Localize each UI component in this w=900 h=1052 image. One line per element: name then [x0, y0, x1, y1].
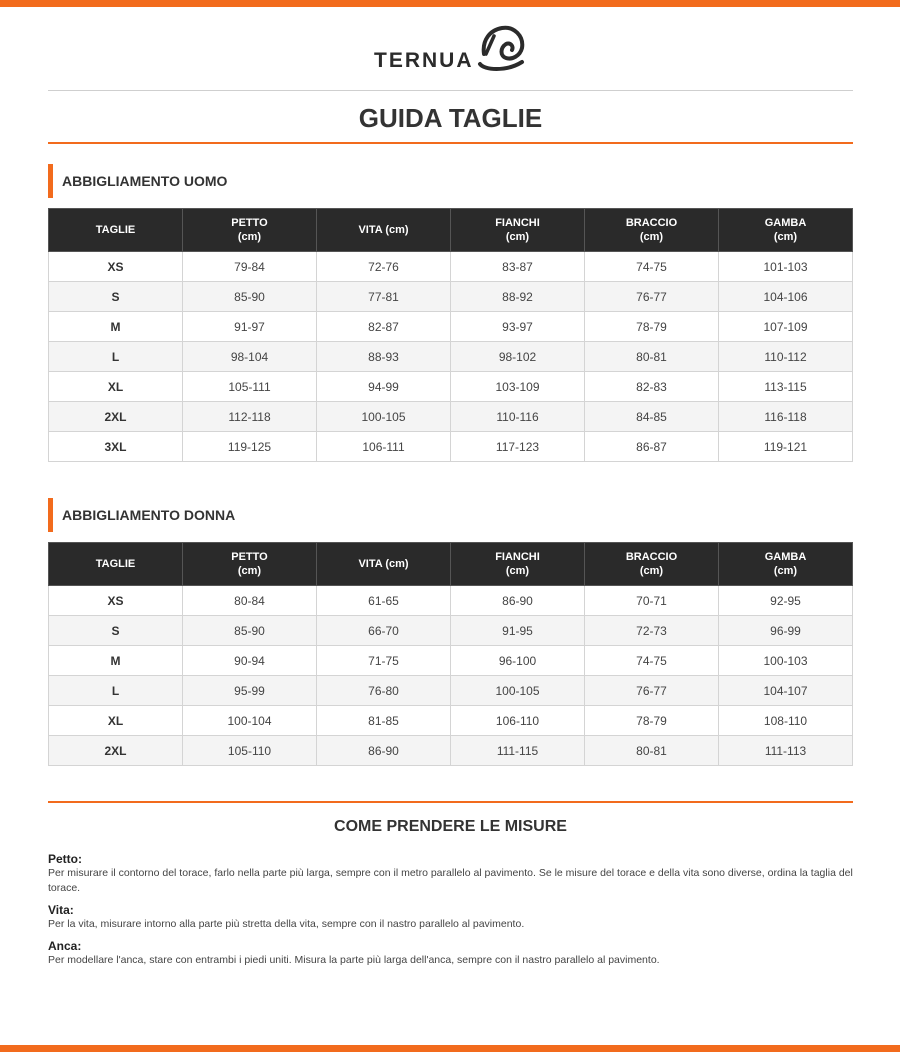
measure-cell: 110-112	[719, 342, 853, 372]
measure-cell: 116-118	[719, 402, 853, 432]
measure-cell: 78-79	[585, 706, 719, 736]
column-header-label: FIANCHI	[495, 551, 540, 563]
table-row	[49, 432, 853, 462]
measure-cell: 98-104	[183, 342, 317, 372]
table-row	[49, 402, 853, 432]
measure-cell: 113-115	[719, 372, 853, 402]
guide-label-petto: Petto:	[48, 852, 82, 866]
table-row	[49, 646, 853, 676]
measure-cell: 110-116	[451, 402, 585, 432]
size-cell: XL	[49, 372, 183, 402]
measure-cell: 96-99	[719, 616, 853, 646]
measure-cell: 80-81	[585, 736, 719, 766]
measure-cell: 85-90	[183, 616, 317, 646]
measure-cell: 119-125	[183, 432, 317, 462]
table-row	[49, 586, 853, 616]
measure-cell: 82-87	[317, 312, 451, 342]
column-header-label: TAGLIE	[95, 224, 136, 236]
column-header	[183, 543, 317, 586]
measure-cell: 76-80	[317, 676, 451, 706]
column-header-label: BRACCIO	[625, 551, 678, 563]
measure-cell: 76-77	[585, 676, 719, 706]
size-cell: M	[49, 646, 183, 676]
measure-cell: 71-75	[317, 646, 451, 676]
measure-cell: 85-90	[183, 282, 317, 312]
column-header	[451, 209, 585, 252]
size-cell: 2XL	[49, 736, 183, 766]
column-header-unit: (cm)	[639, 231, 664, 243]
measure-cell: 81-85	[317, 706, 451, 736]
measure-cell: 111-115	[451, 736, 585, 766]
column-header-unit: (cm)	[505, 231, 530, 243]
table-row	[49, 252, 853, 282]
measure-cell: 86-87	[585, 432, 719, 462]
women-size-table	[48, 542, 853, 766]
table-row	[49, 676, 853, 706]
measure-cell: 80-84	[183, 586, 317, 616]
measure-cell: 119-121	[719, 432, 853, 462]
column-header-unit: (cm)	[505, 565, 530, 577]
table-row	[49, 282, 853, 312]
size-cell: S	[49, 616, 183, 646]
guide-text-anca: Per modellare l'anca, stare con entrambi i piedi uniti. Misura la parte più larga dell'anca, sempre con il nastro parallelo al pavimento.	[48, 954, 660, 966]
size-cell: XS	[49, 252, 183, 282]
size-cell: XS	[49, 586, 183, 616]
measure-cell: 78-79	[585, 312, 719, 342]
men-size-table	[48, 208, 853, 462]
column-header-unit: (cm)	[773, 565, 798, 577]
measure-cell: 91-97	[183, 312, 317, 342]
measure-cell: 83-87	[451, 252, 585, 282]
column-header	[719, 209, 853, 252]
measure-cell: 74-75	[585, 646, 719, 676]
measure-cell: 66-70	[317, 616, 451, 646]
column-header	[49, 543, 183, 586]
measure-cell: 111-113	[719, 736, 853, 766]
page-title: GUIDA TAGLIE	[358, 103, 543, 133]
measure-cell: 93-97	[451, 312, 585, 342]
section-heading-men: ABBIGLIAMENTO UOMO	[48, 164, 227, 198]
title-underline	[48, 142, 853, 144]
measure-cell: 92-95	[719, 586, 853, 616]
column-header-label: VITA (cm)	[358, 224, 409, 236]
column-header-label: GAMBA	[764, 217, 807, 229]
guide-label-vita: Vita:	[48, 903, 74, 917]
measure-divider	[48, 801, 853, 803]
measure-cell: 100-105	[451, 676, 585, 706]
column-header-unit: (cm)	[237, 231, 262, 243]
column-header	[183, 209, 317, 252]
measure-cell: 104-106	[719, 282, 853, 312]
measure-cell: 112-118	[183, 402, 317, 432]
measure-cell: 106-110	[451, 706, 585, 736]
column-header-label: PETTO	[231, 551, 268, 563]
column-header	[585, 543, 719, 586]
measure-cell: 100-103	[719, 646, 853, 676]
table-row	[49, 372, 853, 402]
measure-cell: 104-107	[719, 676, 853, 706]
measure-cell: 77-81	[317, 282, 451, 312]
bottom-accent-bar	[0, 1045, 900, 1052]
measure-cell: 108-110	[719, 706, 853, 736]
size-cell: 3XL	[49, 432, 183, 462]
column-header	[49, 209, 183, 252]
table-row	[49, 342, 853, 372]
measure-cell: 82-83	[585, 372, 719, 402]
guide-text-vita: Per la vita, misurare intorno alla parte più stretta della vita, sempre con il nastro parallelo al pavimento.	[48, 918, 525, 930]
size-cell: 2XL	[49, 402, 183, 432]
measure-cell: 84-85	[585, 402, 719, 432]
column-header	[719, 543, 853, 586]
table-row	[49, 706, 853, 736]
size-cell: S	[49, 282, 183, 312]
guide-text-petto: Per misurare il contorno del torace, farlo nella parte più larga, sempre con il metro parallelo al pavimento. Se le misure del torace e della vita sono diverse, ordina la taglia del torace.	[48, 867, 853, 894]
ternua-logo	[372, 24, 532, 74]
column-header-label: GAMBA	[764, 551, 807, 563]
logo-emblem-icon	[476, 24, 528, 72]
measure-guide	[48, 852, 853, 975]
column-header-unit: (cm)	[773, 231, 798, 243]
table-row	[49, 736, 853, 766]
measure-cell: 80-81	[585, 342, 719, 372]
measure-cell: 88-92	[451, 282, 585, 312]
top-accent-bar	[0, 0, 900, 7]
measure-cell: 117-123	[451, 432, 585, 462]
column-header-unit: (cm)	[639, 565, 664, 577]
measure-cell: 72-73	[585, 616, 719, 646]
measure-cell: 107-109	[719, 312, 853, 342]
column-header-label: BRACCIO	[625, 217, 678, 229]
column-header	[317, 209, 451, 252]
measure-cell: 96-100	[451, 646, 585, 676]
measure-cell: 91-95	[451, 616, 585, 646]
measure-cell: 105-111	[183, 372, 317, 402]
logo-wordmark: TERNUA	[374, 49, 474, 72]
measure-cell: 86-90	[317, 736, 451, 766]
table-header-row	[49, 543, 853, 586]
measure-cell: 79-84	[183, 252, 317, 282]
size-cell: L	[49, 676, 183, 706]
measure-cell: 95-99	[183, 676, 317, 706]
measure-cell: 72-76	[317, 252, 451, 282]
column-header-label: TAGLIE	[95, 558, 136, 570]
section-heading-women: ABBIGLIAMENTO DONNA	[48, 498, 235, 532]
measure-title: COME PRENDERE LE MISURE	[334, 818, 567, 835]
measure-cell: 100-105	[317, 402, 451, 432]
measure-cell: 101-103	[719, 252, 853, 282]
size-cell: L	[49, 342, 183, 372]
column-header-unit: (cm)	[237, 565, 262, 577]
measure-cell: 76-77	[585, 282, 719, 312]
column-header-label: VITA (cm)	[358, 558, 409, 570]
measure-cell: 106-111	[317, 432, 451, 462]
column-header-label: PETTO	[231, 217, 268, 229]
measure-cell: 86-90	[451, 586, 585, 616]
measure-cell: 70-71	[585, 586, 719, 616]
measure-cell: 98-102	[451, 342, 585, 372]
measure-cell: 94-99	[317, 372, 451, 402]
column-header	[317, 543, 451, 586]
table-row	[49, 616, 853, 646]
measure-cell: 90-94	[183, 646, 317, 676]
column-header	[585, 209, 719, 252]
measure-cell: 88-93	[317, 342, 451, 372]
measure-cell: 103-109	[451, 372, 585, 402]
column-header-label: FIANCHI	[495, 217, 540, 229]
measure-cell: 100-104	[183, 706, 317, 736]
size-cell: M	[49, 312, 183, 342]
table-header-row	[49, 209, 853, 252]
guide-label-anca: Anca:	[48, 939, 82, 953]
header-divider	[48, 90, 853, 91]
table-row	[49, 312, 853, 342]
size-cell: XL	[49, 706, 183, 736]
measure-cell: 74-75	[585, 252, 719, 282]
measure-cell: 105-110	[183, 736, 317, 766]
column-header	[451, 543, 585, 586]
measure-cell: 61-65	[317, 586, 451, 616]
